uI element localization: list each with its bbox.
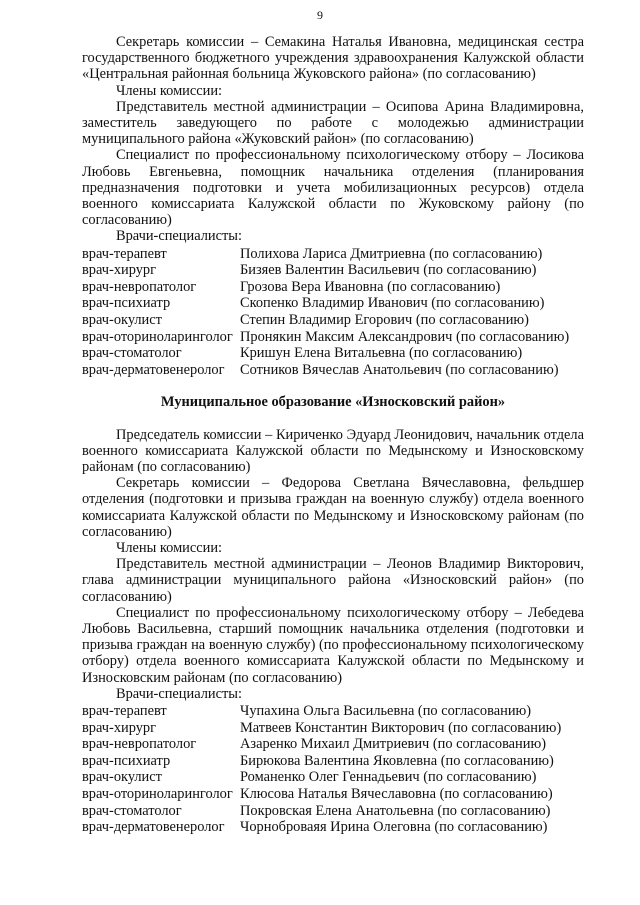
doctor-name: Чупахина Ольга Васильевна (по согласованию) — [240, 703, 532, 720]
page-number: 9 — [317, 8, 323, 22]
section-zhukovsky — [82, 34, 584, 378]
doctor-row — [82, 362, 584, 379]
doctor-role: врач-психиатр — [82, 752, 171, 769]
doctor-role: врач-оториноларинголог — [82, 786, 233, 803]
admin-rep-paragraph: Представитель местной администрации – Леонов Владимир Викторович, глава администрации муниципального района «Износковский район» (по согласованию) — [82, 556, 584, 605]
section-iznoskovsky — [82, 427, 584, 836]
doctor-name: Романенко Олег Геннадьевич (по согласованию) — [240, 769, 537, 786]
secretary-paragraph: Секретарь комиссии – Семакина Наталья Ивановна, медицинская сестра государственного бюджетного учреждения здравоохранения Калужской области «Центральная районная больница Жуковского района» (по согласованию) — [82, 34, 584, 83]
doctor-name: Кришун Елена Витальевна (по согласованию) — [240, 345, 523, 362]
doctor-row — [82, 703, 584, 720]
doctor-row — [82, 295, 584, 312]
doctor-row — [82, 262, 584, 279]
doctor-row — [82, 720, 584, 737]
members-label: Члены комиссии: — [116, 82, 223, 99]
doctor-name: Покровская Елена Анатольевна (по согласованию) — [240, 802, 551, 819]
doctor-role: врач-дерматовенеролог — [82, 361, 225, 378]
doctor-role: врач-терапевт — [82, 703, 167, 720]
doctor-row — [82, 345, 584, 362]
doctor-role: врач-окулист — [82, 769, 162, 786]
doctor-row — [82, 753, 584, 770]
doctor-role: врач-оториноларинголог — [82, 328, 233, 345]
doctor-row — [82, 769, 584, 786]
doctor-name: Пронякин Максим Александрович (по согласованию) — [240, 328, 570, 345]
doctor-role: врач-хирург — [82, 262, 157, 279]
doctors-label: Врачи-специалисты: — [116, 685, 242, 702]
doctor-name: Полихова Лариса Дмитриевна (по согласованию) — [240, 245, 543, 262]
doctor-row — [82, 246, 584, 263]
doctors-list — [82, 703, 584, 836]
doctor-name: Бирюкова Валентина Яковлевна (по согласованию) — [240, 752, 554, 769]
doctor-name: Чорноброваяя Ирина Олеговна (по согласованию) — [240, 819, 548, 836]
psych-specialist-paragraph: Специалист по профессиональному психологическому отбору – Лосикова Любовь Евгеньевна, помощник начальника отделения (планирования предназначения подготовки и учета мобилизационных ресурсов) отдела военного комиссариата Калужской области по Жуковскому району (по согласованию) — [82, 147, 584, 229]
psych-specialist-paragraph: Специалист по профессиональному психологическому отбору – Лебедева Любовь Васильевна, старший помощник начальника отделения (подготовки и призыва граждан на военную службу) (по профессиональному психологическому отбору) отдела военного комиссариата Калужской области по Медынскому и Износковским районам (по согласованию) — [82, 604, 584, 686]
doctor-role: врач-стоматолог — [82, 345, 182, 362]
document-body — [82, 34, 584, 836]
doctors-label: Врачи-специалисты: — [116, 228, 242, 245]
doctor-role: врач-терапевт — [82, 245, 167, 262]
doctor-name: Грозова Вера Ивановна (по согласованию) — [240, 278, 501, 295]
doctor-row — [82, 736, 584, 753]
section-heading: Муниципальное образование «Износковский район» — [160, 394, 506, 411]
doctor-role: врач-дерматовенеролог — [82, 819, 225, 836]
doctor-row — [82, 803, 584, 820]
doctor-name: Азаренко Михаил Дмитриевич (по согласованию) — [240, 736, 547, 753]
doctor-name: Бизяев Валентин Васильевич (по согласованию) — [240, 262, 537, 279]
doctor-name: Сотников Вячеслав Анатольевич (по согласованию) — [240, 361, 559, 378]
doctor-row — [82, 819, 584, 836]
secretary-paragraph: Секретарь комиссии – Федорова Светлана Вячеславовна, фельдшер отделения (подготовки и призыва граждан на военную службу) отдела военного комиссариата Калужской области по Медынскому и Износковскому районам (по согласованию) — [82, 475, 584, 540]
doctor-name: Клюсова Наталья Вячеславовна (по согласованию) — [240, 786, 553, 803]
chairman-paragraph: Председатель комиссии – Кириченко Эдуард Леонидович, начальник отдела военного комиссариата Калужской области по Медынскому и Износковскому районам (по согласованию) — [82, 426, 584, 475]
doctor-row — [82, 329, 584, 346]
doctor-role: врач-психиатр — [82, 295, 171, 312]
doctor-role: врач-стоматолог — [82, 802, 182, 819]
doctor-name: Скопенко Владимир Иванович (по согласованию) — [240, 295, 545, 312]
doctor-role: врач-невропатолог — [82, 736, 197, 753]
doctor-role: врач-окулист — [82, 312, 162, 329]
doctor-row — [82, 279, 584, 296]
doctor-name: Степин Владимир Егорович (по согласованию) — [240, 312, 529, 329]
doctor-role: врач-невропатолог — [82, 278, 197, 295]
admin-rep-paragraph: Представитель местной администрации – Осипова Арина Владимировна, заместитель заведующего по работе с молодежью администрации муниципального района «Жуковский район» (по согласованию) — [82, 98, 584, 148]
doctor-role: врач-хирург — [82, 719, 157, 736]
members-label: Члены комиссии: — [116, 540, 223, 557]
doctors-list — [82, 246, 584, 379]
doctor-row — [82, 312, 584, 329]
doctor-name: Матвеев Константин Викторович (по согласованию) — [240, 719, 562, 736]
doctor-row — [82, 786, 584, 803]
